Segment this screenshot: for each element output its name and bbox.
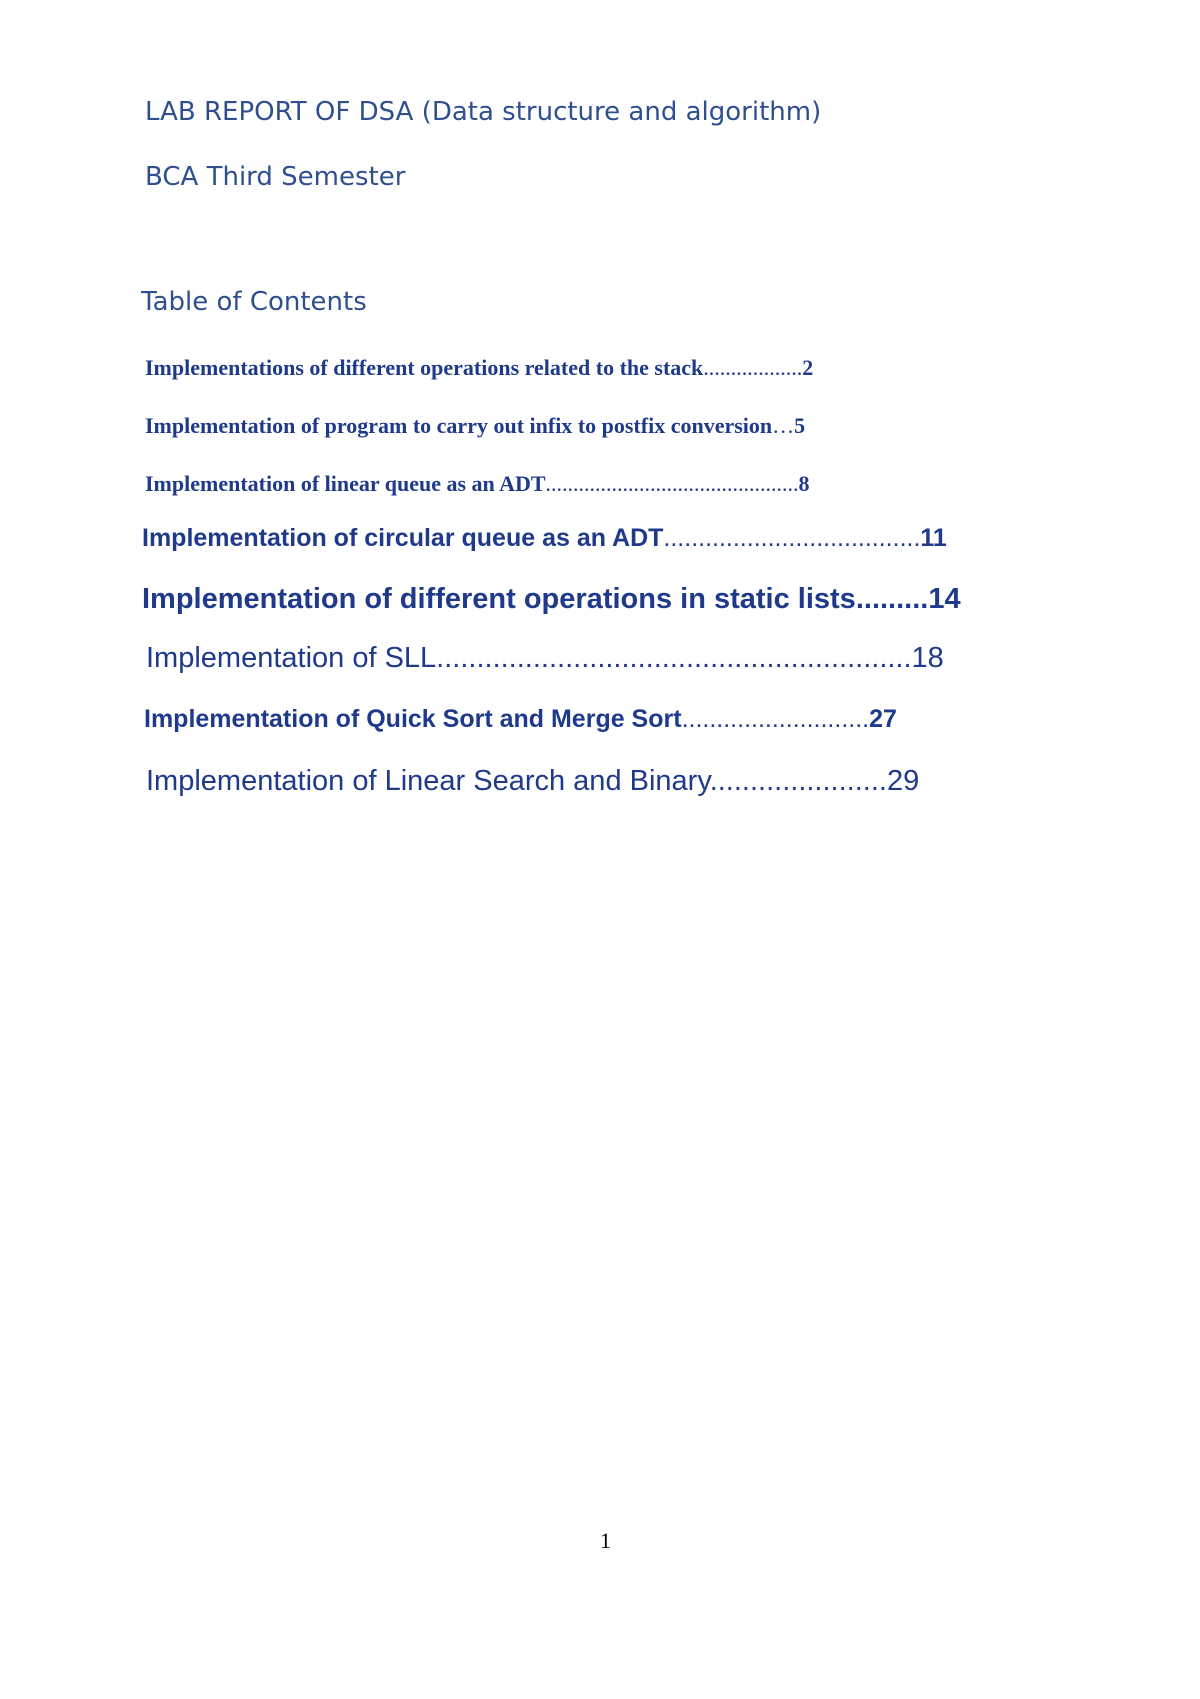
toc-entry-sll[interactable] — [146, 642, 944, 675]
toc-heading: Table of Contents — [141, 287, 367, 317]
toc-entry-circular-queue[interactable] — [142, 524, 947, 553]
toc-entry-page: 27 — [869, 705, 897, 733]
toc-entry-leader: .................. — [703, 355, 803, 380]
toc-entry-title: Implementation of Quick Sort and Merge Sort — [144, 705, 682, 733]
toc-entry-searching[interactable] — [146, 765, 919, 798]
toc-entry-title: Implementation of circular queue as an ADT — [142, 524, 664, 552]
page-number: 1 — [600, 1528, 611, 1553]
toc-entry-page: 2 — [802, 355, 814, 380]
toc-entry-page: 18 — [911, 642, 944, 674]
toc-entry-leader: .............................................. — [545, 471, 799, 496]
toc-entry-infix-postfix[interactable] — [145, 413, 805, 439]
toc-entry-leader: … — [772, 413, 795, 438]
toc-entry-title: Implementation of different operations in static lists — [142, 583, 856, 615]
toc-entry-sorting[interactable] — [144, 705, 897, 734]
toc-entry-leader: ...................... — [709, 765, 887, 797]
semester-label: BCA Third Semester — [145, 162, 406, 192]
toc-entry-title: Implementation of SLL — [146, 642, 437, 674]
toc-entry-leader: ........................... — [681, 705, 870, 733]
toc-entry-linear-queue[interactable] — [145, 471, 810, 497]
toc-entry-stack[interactable] — [145, 355, 813, 381]
toc-entry-page: 5 — [794, 413, 806, 438]
toc-entry-static-lists[interactable] — [142, 583, 961, 616]
toc-entry-title: Implementation of linear queue as an ADT — [145, 471, 546, 496]
toc-entry-leader: ..................................... — [663, 524, 921, 552]
report-title: LAB REPORT OF DSA (Data structure and algorithm) — [145, 97, 822, 127]
toc-entry-leader: ........................................................... — [436, 642, 912, 674]
toc-entry-page: 8 — [798, 471, 810, 496]
toc-entry-title: Implementations of different operations related to the stack — [145, 355, 704, 380]
toc-entry-page: 11 — [920, 524, 947, 552]
toc-entry-page: 14 — [928, 583, 961, 615]
toc-entry-leader: ......... — [855, 583, 929, 615]
toc-entry-title: Implementation of Linear Search and Binary — [146, 765, 710, 797]
toc-entry-page: 29 — [886, 765, 920, 797]
toc-entry-title: Implementation of program to carry out infix to postfix conversion — [145, 413, 773, 438]
